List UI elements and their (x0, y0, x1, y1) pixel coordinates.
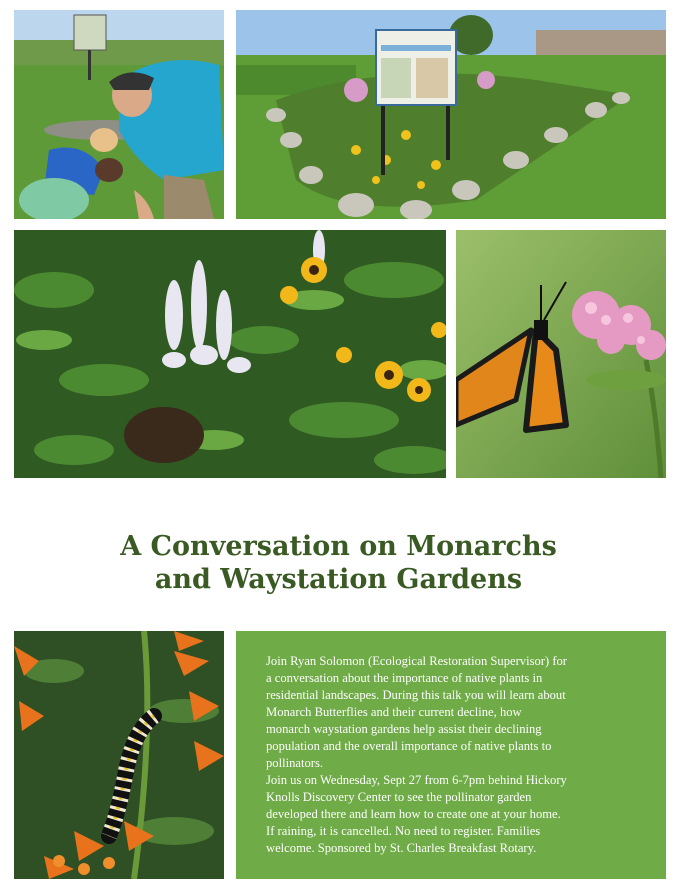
event-description-box (236, 631, 666, 879)
description-line: Monarch Butterflies and their current decline, how (266, 705, 522, 719)
description-line: population and the overall importance of native plants to (266, 739, 552, 753)
title-line-2: and Waystation Gardens (154, 564, 523, 595)
description-line: Join Ryan Solomon (Ecological Restoration Supervisor) for (266, 654, 568, 668)
title-line-1: A Conversation on Monarchs (120, 531, 557, 562)
photo-pollinator-garden-sign (236, 10, 666, 219)
description-line: residential landscapes. During this talk you will learn about (266, 688, 566, 702)
photo-monarch-caterpillar (14, 631, 224, 879)
description-line: Knolls Discovery Center to see the pollinator garden (266, 790, 532, 804)
page-title (0, 530, 677, 596)
photo-monarch-butterfly (456, 230, 666, 478)
description-line: monarch waystation gardens help assist their declining (266, 722, 542, 736)
description-line: developed there and learn how to create one at your home. (266, 807, 561, 821)
description-line: a conversation about the importance of native plants in (266, 671, 543, 685)
photo-native-wildflowers (14, 230, 446, 478)
description-line: welcome. Sponsored by St. Charles Breakfast Rotary. (266, 841, 537, 855)
description-line: pollinators. (266, 756, 324, 770)
description-line: If raining, it is cancelled. No need to register. Families (266, 824, 541, 838)
photo-family-exploring-garden (14, 10, 224, 219)
description-line: Join us on Wednesday, Sept 27 from 6-7pm behind Hickory (266, 773, 567, 787)
